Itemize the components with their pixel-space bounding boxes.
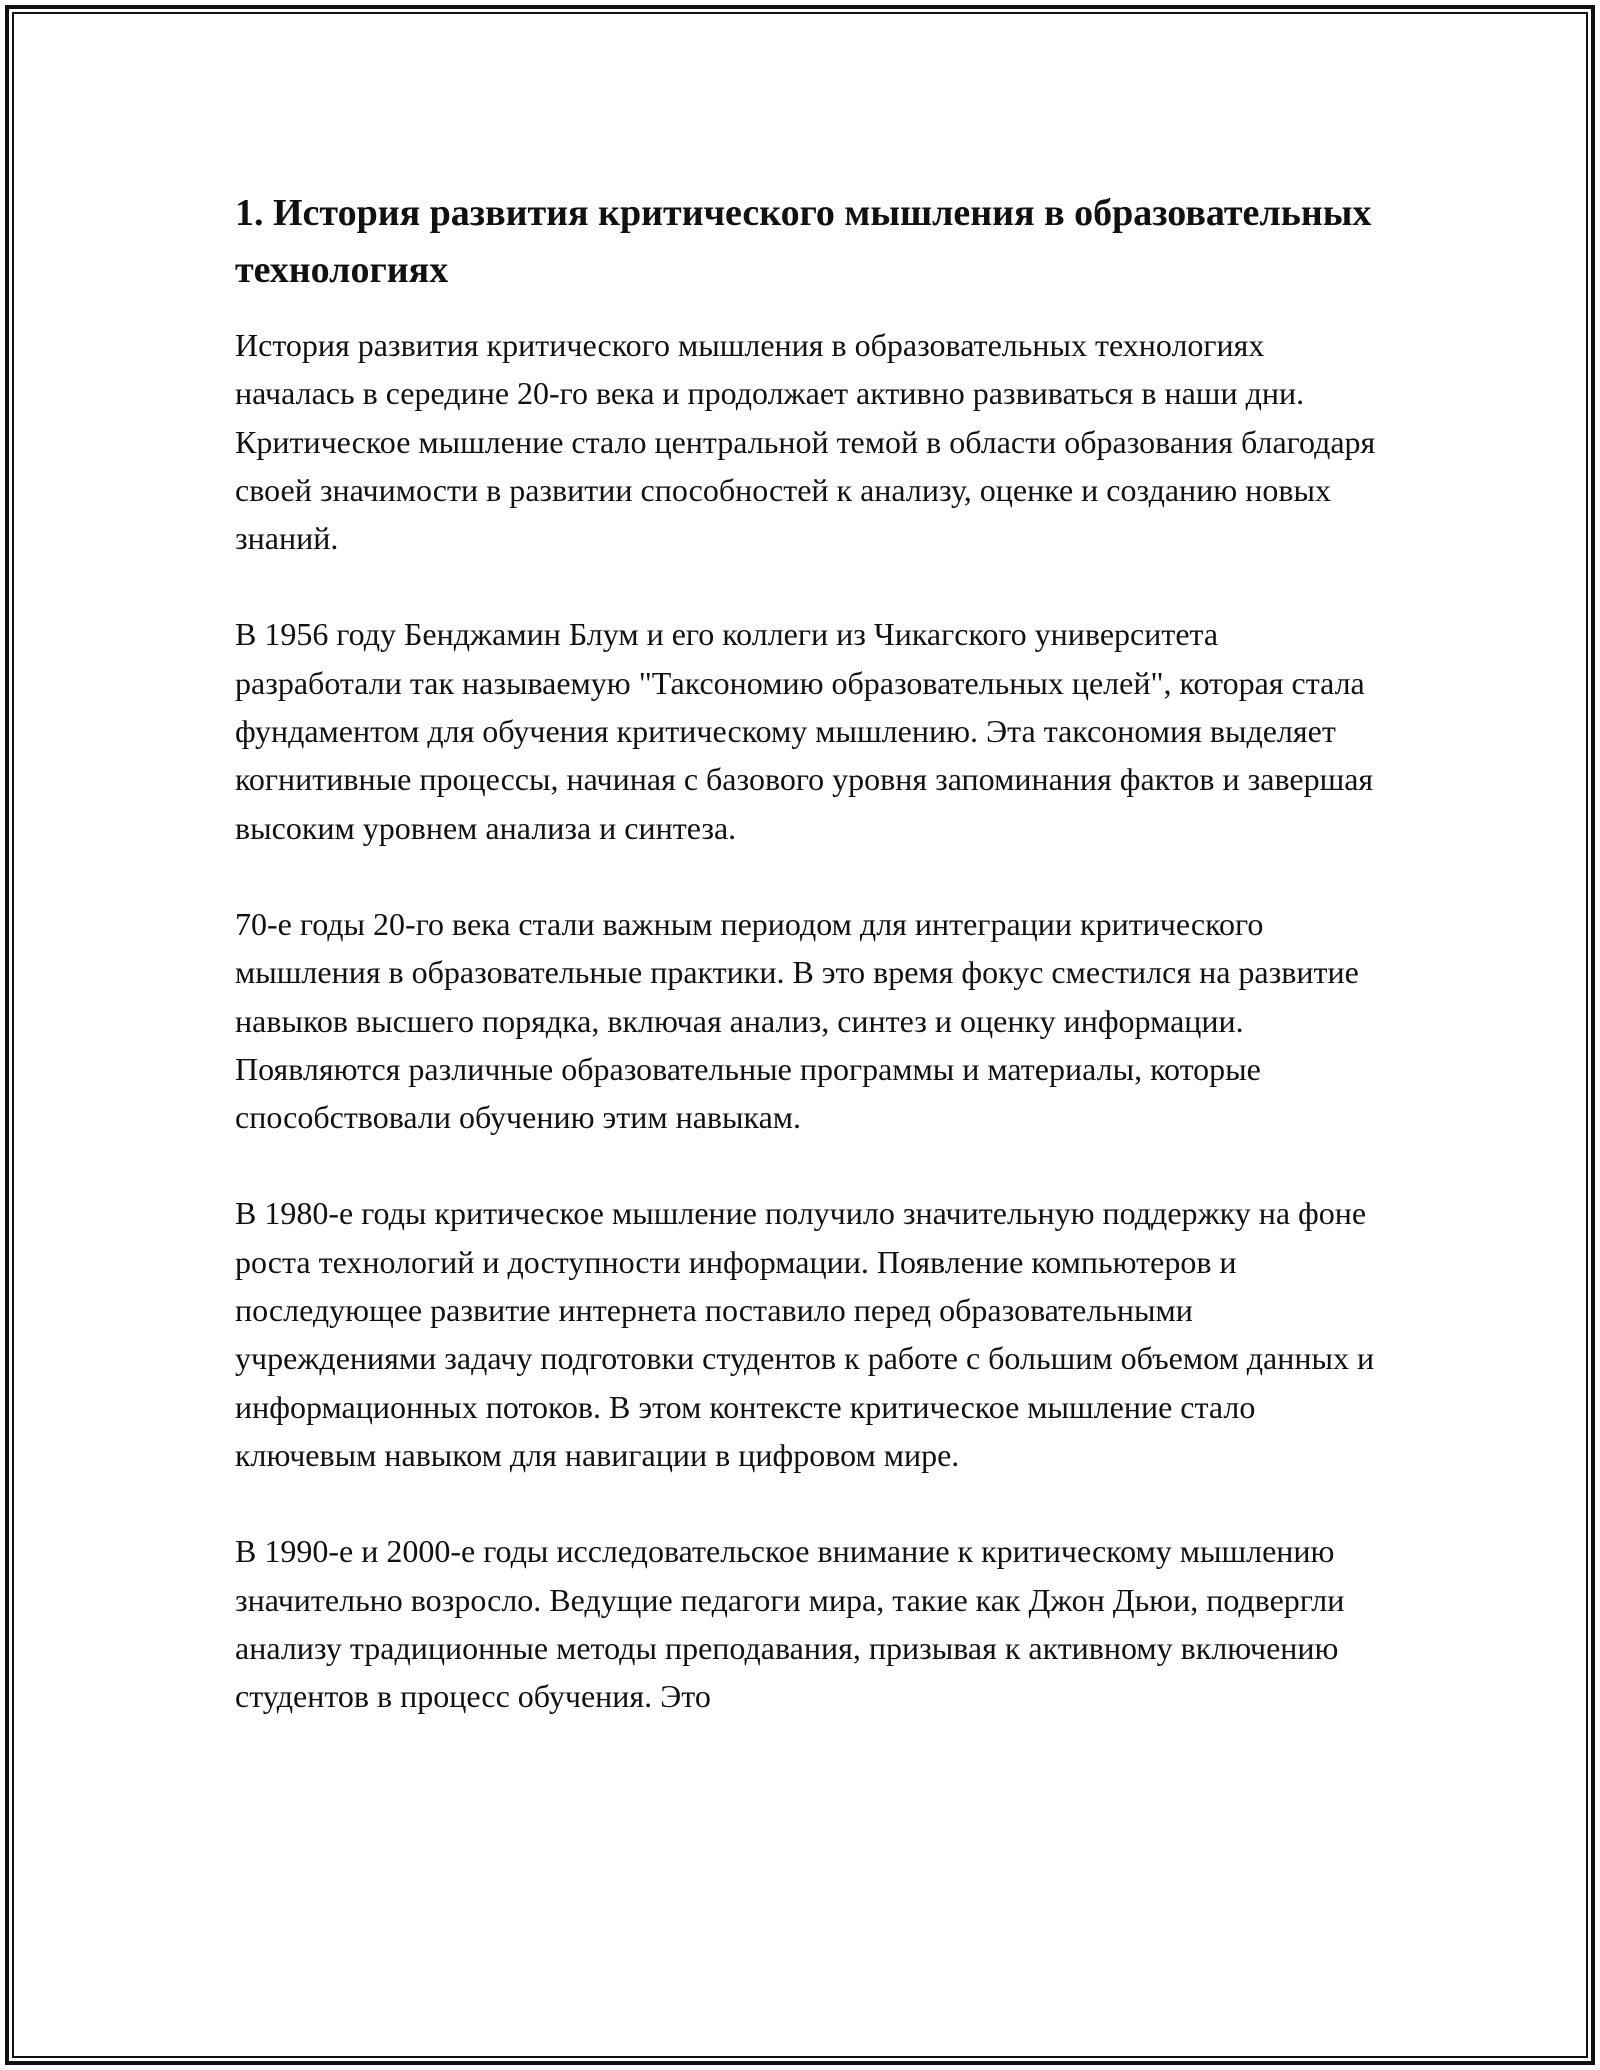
paragraph-4: В 1980-е годы критическое мышление получило значительную поддержку на фоне роста технологий и доступности информации. Появление компьютеров и последующее развитие интернета поставило перед образовательными учреждениями задачу подготовки студентов к работе с большим объемом данных и информационных потоков. В этом контексте критическое мышление стало ключевым навыком для навигации в цифровом мире.: [235, 1195, 1375, 1473]
paragraph-1: История развития критического мышления в образовательных технологиях началась в середине 20-го века и продолжает активно развиваться в наши дни. Критическое мышление стало центральной темой в области образования благодаря своей значимости в развитии способностей к анализу, оценке и созданию новых знаний.: [235, 327, 1376, 557]
paragraphs: [235, 321, 1385, 1720]
document-body: [235, 185, 1385, 1768]
paragraph-5: В 1990-е и 2000-е годы исследовательское внимание к критическому мышлению значительно возросло. Ведущие педагоги мира, такие как Джон Дьюи, подвергли анализу традиционные методы преподавания, призывая к активному включению студентов в процесс обучения. Это: [235, 1533, 1345, 1715]
section-heading: 1. История развития критического мышления в образовательных технологиях: [235, 192, 1372, 291]
paragraph-2: В 1956 году Бенджамин Блум и его коллеги из Чикагского университета разработали так называемую "Таксономию образовательных целей", которая стала фундаментом для обучения критическому мышлению. Эта таксономия выделяет когнитивные процессы, начиная с базового уровня запоминания фактов и завершая высоким уровнем анализа и синтеза.: [235, 616, 1374, 846]
paragraph-3: 70-е годы 20-го века стали важным периодом для интеграции критического мышления в образовательные практики. В это время фокус сместился на развитие навыков высшего порядка, включая анализ, синтез и оценку информации. Появляются различные образовательные программы и материалы, которые способствовали обучению этим навыкам.: [235, 905, 1359, 1136]
